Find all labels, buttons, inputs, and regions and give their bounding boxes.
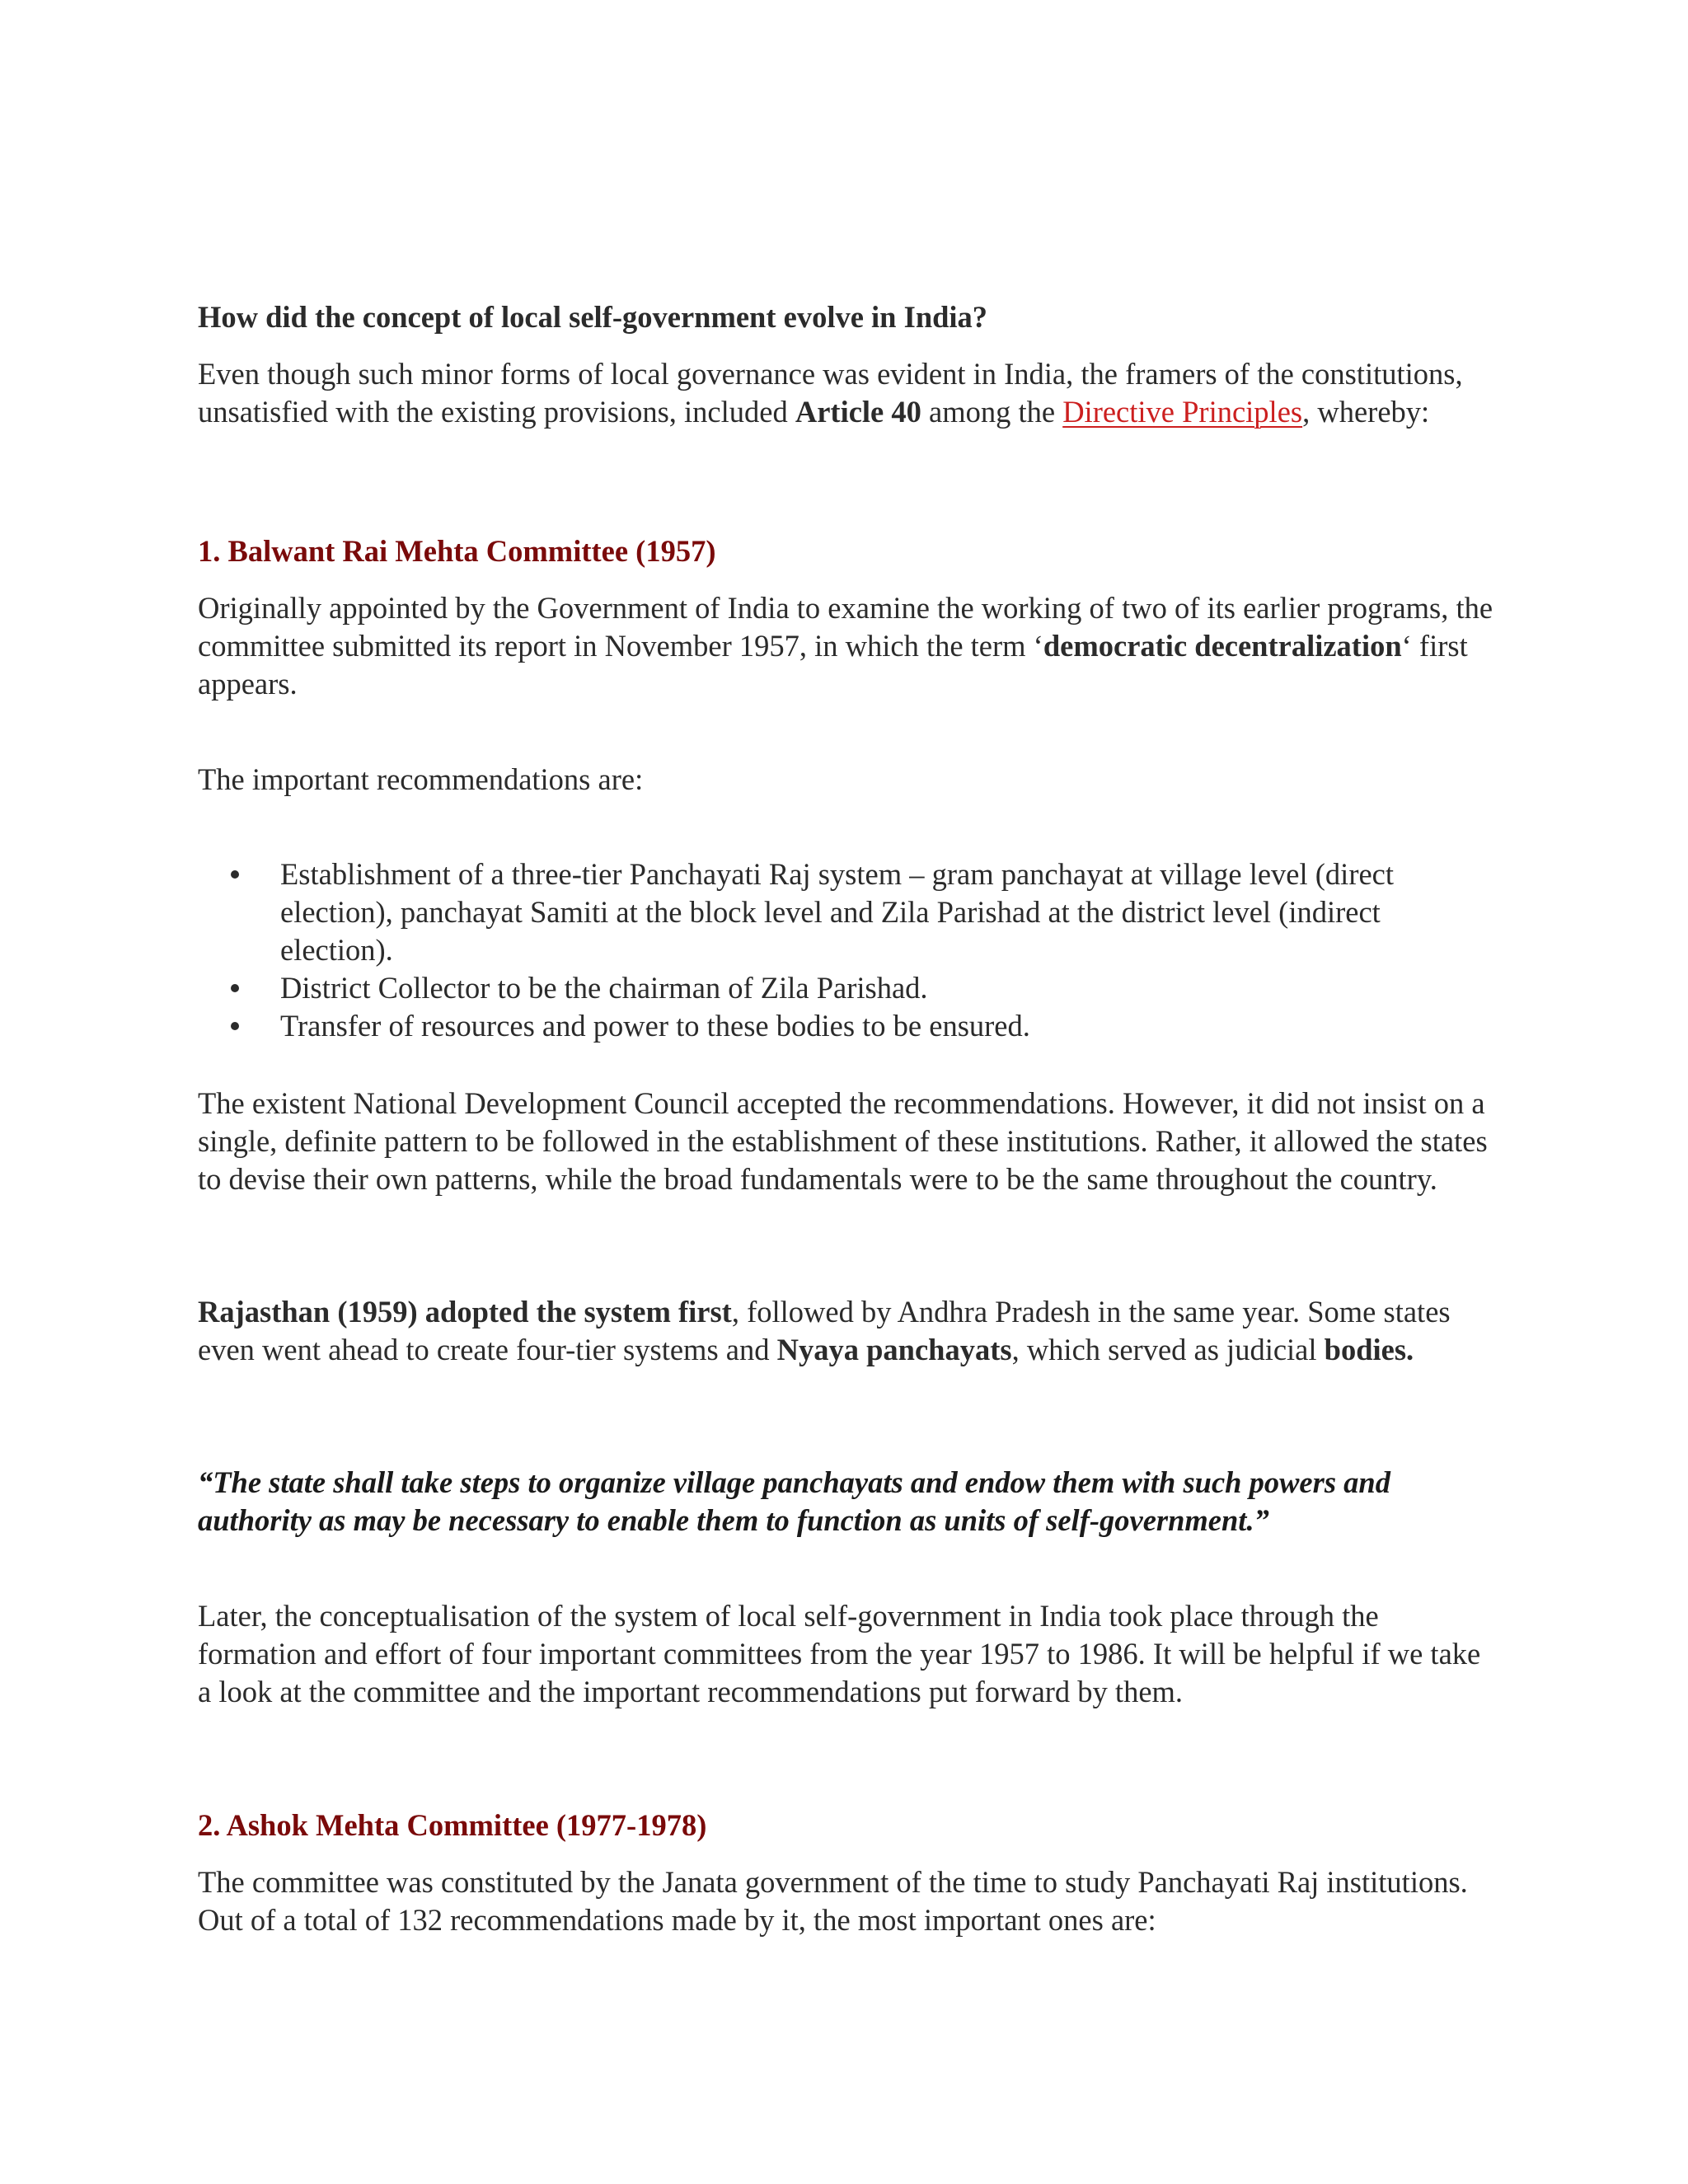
section-1-heading: 1. Balwant Rai Mehta Committee (1957)	[198, 534, 716, 568]
rajasthan-paragraph	[198, 1293, 1500, 1369]
directive-principles-link[interactable]: Directive Principles	[1062, 395, 1303, 429]
question-title: How did the concept of local self-government evolve in India?	[198, 300, 988, 334]
bullet-icon	[231, 870, 239, 879]
bullet-icon	[231, 984, 239, 992]
article-40-quote: “The state shall take steps to organize village panchayats and endow them with such powers and authority as may be necessary to enable them to function as units of self-government.”	[198, 1465, 1390, 1537]
ndc-paragraph: The existent National Development Council accepted the recommendations. However, it did not insist on a single, definite pattern to be followed in the establishment of these institutions. Rather, it allowed the states to devise their own patterns, while the broad fundamentals were to be the same throughout the country.	[198, 1086, 1488, 1196]
report-text-end: ‘ first appears.	[198, 629, 1468, 701]
list-item-text: District Collector to be the chairman of Zila Parishad.	[280, 971, 928, 1005]
ashok-mehta-paragraph: The committee was constituted by the Janata government of the time to study Panchayati Raj institutions. Out of a total of 132 recommendations made by it, the most important ones are:	[198, 1865, 1468, 1937]
recommendations-list	[198, 855, 1500, 1045]
rajasthan-text-2: , which served as judicial	[1011, 1333, 1325, 1366]
list-item-text: Establishment of a three-tier Panchayati Raj system – gram panchayat at village level (direct election), panchayat Samiti at the block level and Zila Parishad at the district level (indirect election).	[280, 857, 1395, 967]
document-page	[198, 0, 1500, 2184]
mehta-report-paragraph	[198, 589, 1500, 703]
intro-text-start: Even though such minor forms of local governance was evident in India, the framers of the constitutions, unsatisfied with the existing provisions, included	[198, 357, 1463, 429]
intro-paragraph	[198, 355, 1500, 431]
nyaya-panchayats-bold: Nyaya panchayats	[776, 1333, 1012, 1366]
list-item	[198, 1007, 1500, 1045]
recommendations-intro: The important recommendations are:	[198, 762, 644, 796]
bodies-bold: bodies.	[1324, 1333, 1414, 1366]
intro-text-end: , whereby:	[1302, 395, 1430, 429]
rajasthan-bold: Rajasthan (1959) adopted the system first	[198, 1295, 732, 1329]
later-paragraph: Later, the conceptualisation of the system of local self-government in India took place through the formation and effort of four important committees from the year 1957 to 1986. It will be helpful if we take a look at the committee and the important recommendations put forward by them.	[198, 1599, 1481, 1708]
list-item	[198, 855, 1500, 969]
list-item-text: Transfer of resources and power to these bodies to be ensured.	[280, 1009, 1030, 1043]
list-item	[198, 969, 1500, 1007]
article-40-bold: Article 40	[795, 395, 921, 429]
rajasthan-text-1: , followed by Andhra Pradesh in the same year. Some states even went ahead to create four-tier systems and	[198, 1295, 1451, 1366]
section-2-heading: 2. Ashok Mehta Committee (1977-1978)	[198, 1808, 707, 1842]
intro-text-mid: among the	[921, 395, 1063, 429]
bullet-icon	[231, 1022, 239, 1030]
report-text-start: Originally appointed by the Government of India to examine the working of two of its earlier programs, the committee submitted its report in November 1957, in which the term ‘	[198, 591, 1493, 663]
democratic-decentralization-bold: democratic decentralization	[1043, 629, 1402, 663]
